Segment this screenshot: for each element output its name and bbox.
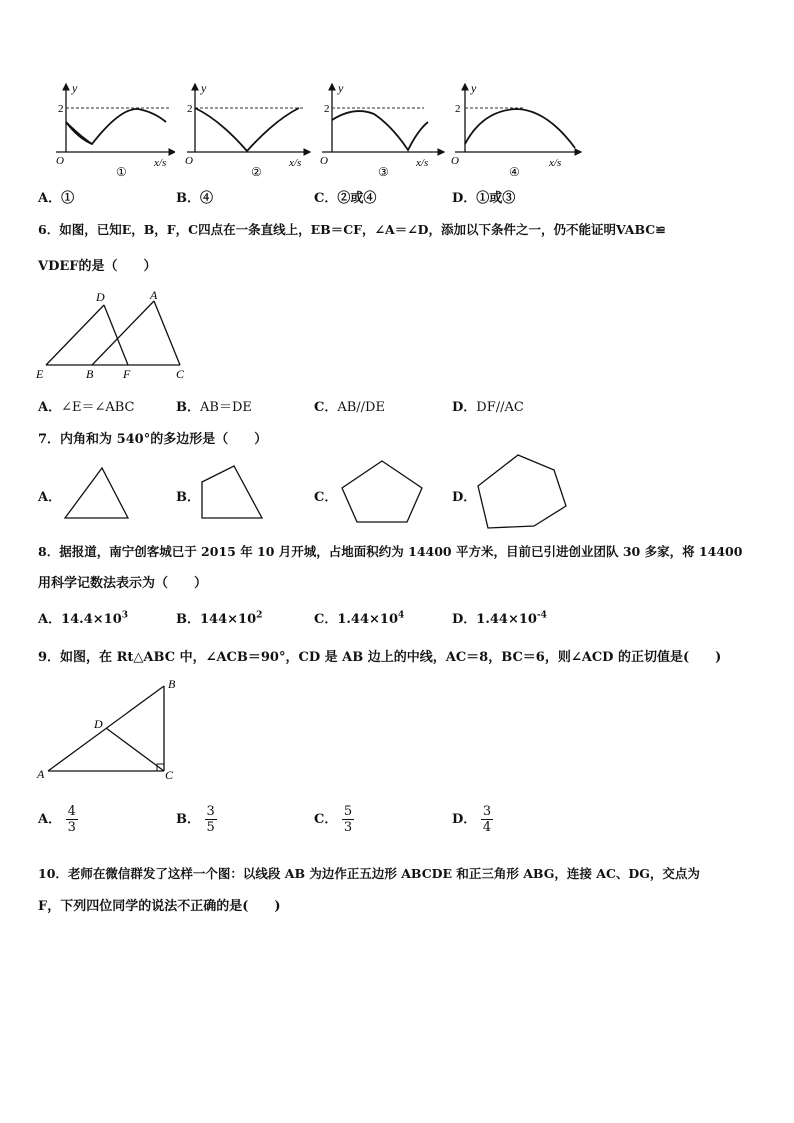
q6-option-d[interactable]: D．DF//AC: [452, 400, 524, 415]
svg-text:2: 2: [58, 103, 64, 115]
q5-option-b[interactable]: B．④: [176, 191, 214, 206]
svg-text:④: ④: [509, 165, 520, 179]
q7-option-c[interactable]: C．: [314, 490, 338, 505]
q10-question-line2: F，下列四位同学的说法不正确的是( ): [38, 899, 281, 914]
svg-text:O: O: [185, 155, 193, 167]
point-b: B: [168, 677, 176, 691]
point-e: E: [36, 367, 44, 380]
q9-option-b[interactable]: B． $\frac{3}{5}$: [176, 804, 215, 835]
point-c: C: [176, 367, 185, 380]
q8-question-line1: 8．据报道，南宁创客城已于 2015 年 10 月开城，占地面积约为 14400 平方米，目前已引进创业团队 30 多家，将 14400: [38, 544, 743, 559]
curve-3: [332, 111, 428, 150]
q7-question: 7．内角和为 540°的多边形是（ ）: [38, 432, 268, 447]
svg-text:2: 2: [455, 103, 461, 115]
q7-option-d[interactable]: D．: [452, 490, 477, 505]
svg-text:O: O: [56, 155, 64, 167]
svg-text:x/s: x/s: [416, 157, 429, 169]
q9-option-a[interactable]: A． $\frac{4}{3}$: [38, 804, 76, 835]
q7-option-a[interactable]: A．: [38, 490, 62, 505]
svg-text:x/s: x/s: [289, 157, 302, 169]
q10-question-line1: 10．老师在微信群发了这样一个图：以线段 AB 为边作正五边形 ABCDE 和正三角形 ABG，连接 AC、DG，交点为: [38, 866, 700, 881]
q8-option-b[interactable]: B．$144\times 10^2$: [176, 610, 263, 627]
point-a: A: [150, 288, 158, 302]
q9-option-d[interactable]: D． $\frac{3}{4}$: [452, 804, 492, 835]
q6-option-a[interactable]: A．∠E＝∠ABC: [38, 400, 135, 415]
q5-graphs: [30, 80, 590, 180]
q7-quadrilateral: [196, 462, 266, 522]
y-label: y: [72, 81, 78, 95]
point-b: B: [86, 367, 94, 380]
curve-4: [465, 109, 575, 148]
point-f: F: [123, 367, 131, 380]
svg-text:x/s: x/s: [154, 157, 167, 169]
point-d: D: [94, 717, 103, 731]
curve-2: [195, 108, 299, 151]
svg-text:O: O: [320, 155, 328, 167]
svg-text:2: 2: [324, 103, 330, 115]
point-d: D: [96, 290, 105, 304]
q6-option-b[interactable]: B．AB＝DE: [176, 400, 252, 415]
svg-text:x/s: x/s: [549, 157, 562, 169]
q9-question: 9．如图，在 Rt△ABC 中，∠ACB＝90°，CD 是 AB 边上的中线，AC＝8，BC＝6，则∠ACD 的正切值是( ): [38, 650, 722, 665]
q5-option-c[interactable]: C．②或④: [314, 191, 377, 206]
q8-option-c[interactable]: C．$1.44\times 10^4$: [314, 610, 405, 627]
q6-option-c[interactable]: C．AB//DE: [314, 400, 385, 415]
graph-2: [175, 80, 320, 180]
q8-option-a[interactable]: A．$14.4\times 10^3$: [38, 610, 129, 627]
curve-1: [66, 109, 166, 144]
graph-1: [30, 80, 175, 180]
svg-text:2: 2: [187, 103, 193, 115]
q5-option-d[interactable]: D．①或③: [452, 191, 516, 206]
svg-text:①: ①: [116, 165, 127, 179]
q8-question-line2: 用科学记数法表示为（ ）: [38, 576, 208, 591]
q8-option-d[interactable]: D．$1.44\times 10^{-4}$: [452, 610, 547, 627]
q7-pentagon: [338, 458, 426, 526]
q5-option-a[interactable]: A．①: [38, 191, 75, 206]
q6-question-line1: 6．如图，已知E，B，F，C四点在一条直线上，EB＝CF，∠A＝∠D，添加以下条件之一，仍不能证明VABC≌: [38, 222, 666, 237]
q7-option-b[interactable]: B．: [176, 490, 200, 505]
q9-figure: [34, 672, 184, 784]
point-c: C: [165, 768, 174, 782]
point-a: A: [37, 767, 45, 781]
graph-4: [443, 80, 590, 180]
graph-3: [312, 80, 452, 180]
svg-text:y: y: [338, 81, 344, 95]
svg-text:③: ③: [378, 165, 389, 179]
svg-text:y: y: [471, 81, 477, 95]
q6-figure: [34, 288, 204, 380]
q6-question-line2: VDEF的是（ ）: [38, 259, 157, 274]
q7-triangle: [62, 464, 132, 522]
svg-text:O: O: [451, 155, 459, 167]
svg-text:②: ②: [251, 165, 262, 179]
q7-hexagon: [474, 452, 570, 532]
q9-option-c[interactable]: C． $\frac{5}{3}$: [314, 804, 353, 835]
svg-text:y: y: [201, 81, 207, 95]
